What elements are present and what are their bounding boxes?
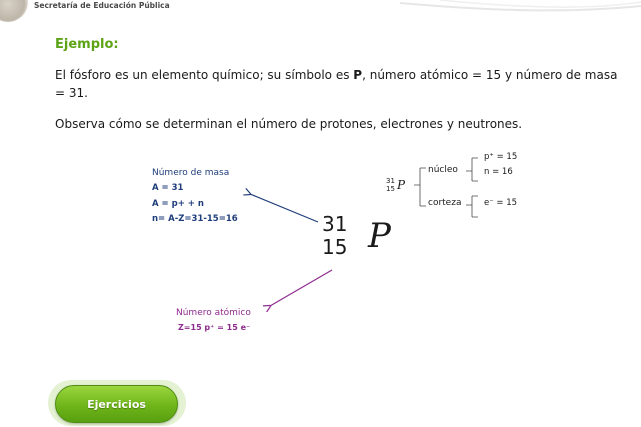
mass-number: 31 [322,212,348,236]
small-atomic-number: 15 [386,185,395,193]
mass-number-title: Número de masa [152,168,230,178]
instruction-paragraph: Observa cómo se determinan el número de protones, electrones y neutrones. [55,117,523,131]
small-element-letter: P [397,178,406,192]
phosphorus-symbol: P [353,68,363,82]
mass-line-2: A = p+ + n [152,199,204,209]
corteza-bracket [466,196,478,217]
atomic-number: 15 [322,235,348,259]
nucleus-label: núcleo [428,165,458,175]
mass-line-1: A = 31 [152,183,184,193]
electrons-value: e⁻ = 15 [484,198,518,208]
nucleo-bracket [466,158,478,181]
exercises-button[interactable] [55,385,178,423]
protons-value: p⁺ = 15 [484,152,518,162]
atomic-number-title: Número atómico [176,308,251,318]
small-mass-number: 31 [386,177,395,185]
intro-paragraph: El fósforo es un elemento químico; su símbolo es P, número atómico = 15 y número de masa = 31. [55,68,618,100]
element-letter: P [368,216,391,256]
shell-label: corteza [428,198,462,208]
main-bracket [414,168,426,206]
mass-line-3: n= A-Z=31-15=16 [152,214,238,224]
org-name: Secretaría de Educación Pública [34,1,170,10]
mass-arrow [250,194,318,222]
atomic-number-line: Z=15 p⁺ = 15 e⁻ [178,323,251,332]
example-heading: Ejemplo: [55,37,119,52]
atomic-arrow [270,270,332,306]
neutrons-value: n = 16 [484,167,513,177]
exercises-button-label: Ejercicios [87,397,146,411]
